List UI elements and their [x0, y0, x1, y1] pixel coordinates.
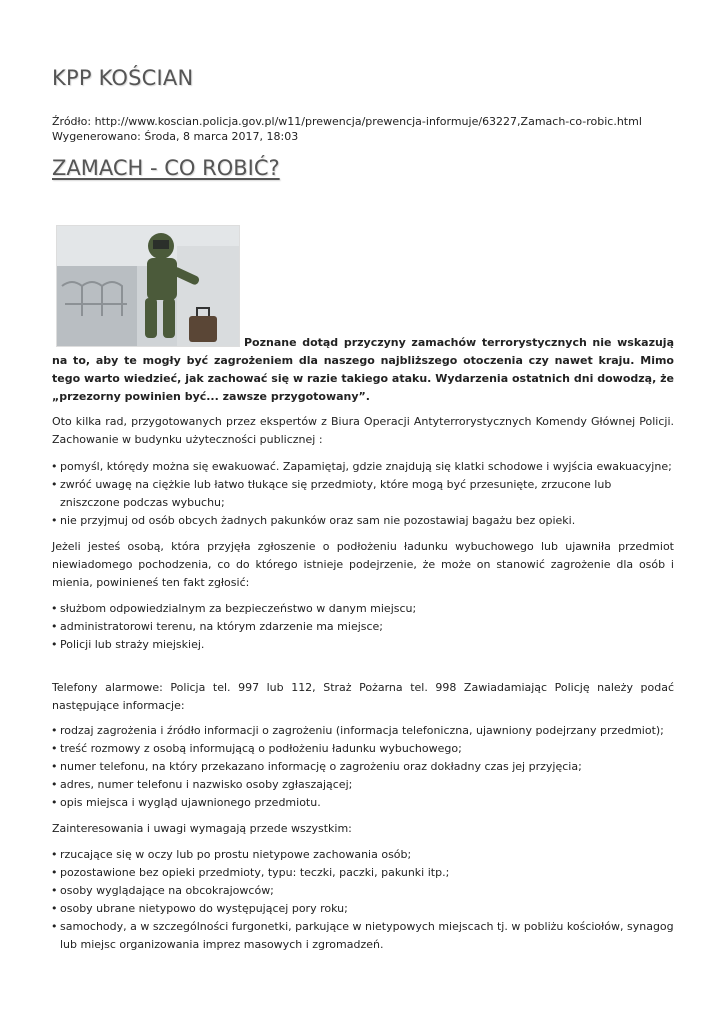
list-item: • administratorowi terenu, na którym zdarzenie ma miejsce; [52, 618, 674, 636]
list-item: • służbom odpowiedzialnym za bezpieczeństwo w danym miejscu; [52, 600, 674, 618]
list-report-to [52, 600, 674, 654]
list-item: • opis miejsca i wygląd ujawnionego przedmiotu. [52, 794, 674, 812]
list-item: • samochody, a w szczególności furgonetki, parkujące w nietypowych miejscach tj. w pobliżu kościołów, synagog lub miejsc organizowania imprez masowych i zgromadzeń. [52, 918, 674, 954]
list-item: • treść rozmowy z osobą informującą o podłożeniu ładunku wybuchowego; [52, 740, 674, 758]
article-title[interactable]: ZAMACH - CO ROBIĆ? [52, 156, 280, 180]
source-url[interactable]: Źródło: http://www.koscian.policja.gov.pl/w11/prewencja/prewencja-informuje/63227,Zamach-co-robic.html [52, 115, 642, 128]
list-report-info [52, 722, 674, 812]
list-item: • rzucające się w oczy lub po prostu nietypowe zachowania osób; [52, 846, 674, 864]
list-item: • pomyśl, którędy można się ewakuować. Zapamiętaj, gdzie znajdują się klatki schodowe i wyjścia ewakuacyjne; [52, 458, 674, 476]
intro-paragraph: Oto kilka rad, przygotowanych przez ekspertów z Biura Operacji Antyterrorystycznych Komendy Głównej Policji. Zachowanie w budynku użyteczności publicznej : [52, 415, 674, 446]
attention-paragraph: Zainteresowania i uwagi wymagają przede wszystkim: [52, 822, 352, 835]
phones-paragraph: Telefony alarmowe: Policja tel. 997 lub 112, Straż Pożarna tel. 998 Zawiadamiając Policję należy podać następujące informacje: [52, 681, 674, 712]
list-item: • osoby wyglądające na obcokrajowców; [52, 882, 674, 900]
list-item: • osoby ubrane nietypowo do występującej pory roku; [52, 900, 674, 918]
site-title: KPP KOŚCIAN [52, 66, 194, 90]
list-item: • numer telefonu, na który przekazano informację o zagrożeniu oraz dokładny czas jej przyjęcia; [52, 758, 674, 776]
list-building-advice [52, 458, 674, 530]
list-attention [52, 846, 674, 954]
generated-date: Wygenerowano: Środa, 8 marca 2017, 18:03 [52, 130, 299, 143]
report-paragraph: Jeżeli jesteś osobą, która przyjęła zgłoszenie o podłożeniu ładunku wybuchowego lub ujawniła przedmiot niewiadomego pochodzenia, co do którego istnieje podejrzenie, że może on stanowić zagrożenie dla osób i mienia, powinieneś ten fakt zgłosić: [52, 540, 674, 589]
list-item: • nie przyjmuj od osób obcych żadnych pakunków oraz sam nie pozostawiaj bagażu bez opieki. [52, 512, 674, 530]
list-item: • adres, numer telefonu i nazwisko osoby zgłaszającej; [52, 776, 674, 794]
list-item: • pozostawione bez opieki przedmioty, typu: teczki, paczki, pakunki itp.; [52, 864, 674, 882]
list-item: • rodzaj zagrożenia i źródło informacji o zagrożeniu (informacja telefoniczna, ujawniony podejrzany przedmiot); [52, 722, 674, 740]
document-meta [52, 114, 642, 144]
list-item: • Policji lub straży miejskiej. [52, 636, 674, 654]
list-item: • zwróć uwagę na ciężkie lub łatwo tłukące się przedmioty, które mogą być przesunięte, zrzucone lub zniszczone podczas wybuchu; [52, 476, 674, 512]
bomb-disposal-photo [56, 225, 240, 347]
article-lead: Poznane dotąd przyczyny zamachów terrorystycznych nie wskazują na to, aby te mogły być zagrożeniem dla naszego najbliższego otoczenia czy nawet kraju. Mimo tego warto wiedzieć, jak zachować się w razie takiego ataku. Wydarzenia ostatnich dni dowodzą, że „przezorny powinien być... zawsze przygotowany”. [52, 336, 674, 403]
